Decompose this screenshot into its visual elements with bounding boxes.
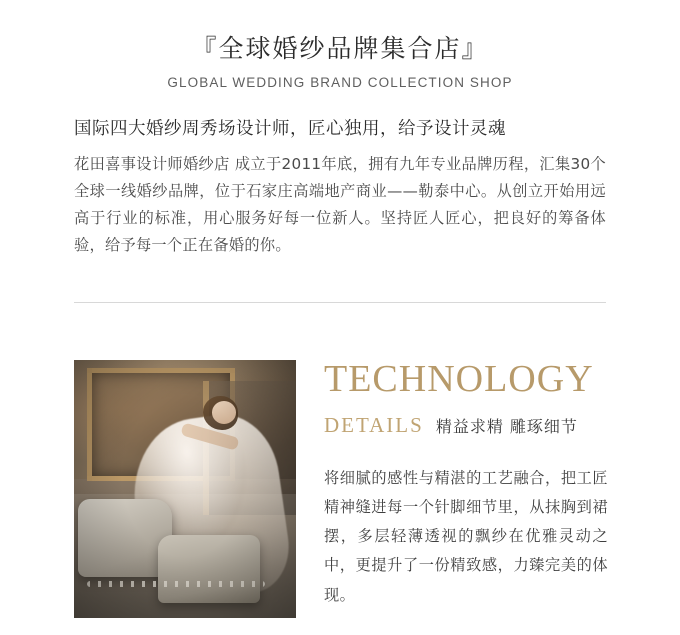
page-subtitle: GLOBAL WEDDING BRAND COLLECTION SHOP <box>167 75 513 90</box>
technology-section <box>0 360 680 618</box>
technology-subtitle-cn: 精益求精 雕琢细节 <box>435 416 578 436</box>
intro-body-text: 花田喜事设计师婚纱店 成立于2011年底，拥有九年专业品牌历程，汇集30个全球一线婚纱品牌，位于石家庄高端地产商业——勒泰中心。从创立开始用远高于行业的标准，用心服务好每一位新人。坚持匠人匠心，把良好的筹备体验，给予每一个正在备婚的你。 <box>74 155 606 255</box>
technology-subtitle-en: DETAILS <box>324 412 424 437</box>
technology-subtitle-row <box>324 413 614 438</box>
header-section <box>0 0 680 90</box>
page-title: 『全球婚纱品牌集合店』 <box>191 34 489 63</box>
photo-illustration <box>74 360 296 618</box>
intro-lead-text: 国际四大婚纱周秀场设计师，匠心独用，给予设计灵魂 <box>74 119 506 139</box>
technology-text-block <box>324 360 614 610</box>
technology-body-text: 将细腻的感性与精湛的工艺融合，把工匠精神缝进每一个针脚细节里，从抹胸到裙摆，多层轻薄透视的飘纱在优雅灵动之中，更提升了一份精致感，力臻完美的体现。 <box>324 468 608 604</box>
technology-photo <box>74 360 296 618</box>
photo-vignette <box>74 360 296 618</box>
section-divider <box>74 302 606 303</box>
intro-section <box>74 116 606 259</box>
technology-title: TECHNOLOGY <box>324 358 594 400</box>
